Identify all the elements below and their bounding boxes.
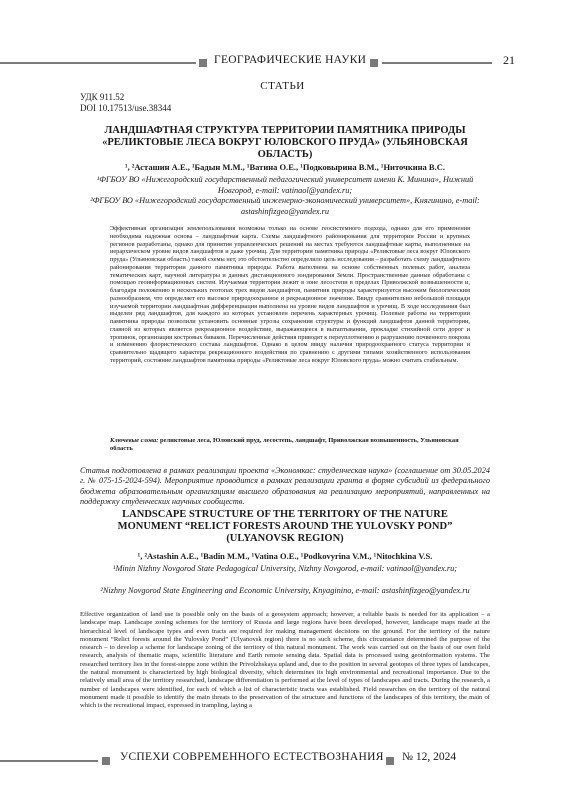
- section-title: СТАТЬИ: [260, 80, 305, 92]
- running-footer: [0, 751, 565, 768]
- footer-rule-left: [0, 760, 98, 762]
- udk-code: УДК 911.52: [80, 92, 125, 102]
- authors-en: ¹, ²Astashin A.E., ¹Badin M.M., ¹Vatina O.E., ¹Podkovyrina V.M., ¹Nitochkina V.S.: [137, 551, 433, 561]
- title-en: LANDSCAPE STRUCTURE OF THE TERRITORY OF THE NATURE MONUMENT “RELICT FORESTS AROUND THE YULOVSKY POND” (ULYANOVSK REGION): [117, 509, 453, 544]
- keywords-text: реликтовые леса, Юловский пруд, лесостепь, ландшафт, Приволжская возвышенность, Ульяновская область: [110, 437, 459, 452]
- keywords-ru: [110, 437, 470, 453]
- page-number: 21: [503, 53, 515, 67]
- abstract-en: Effective organization of land use is possible only on the basis of a geosystem approach; however, a reliable basis is needed for its application – a landscape map. Landscape zoning schemes for the territory of Russia and large regions have been developed, however, landscape maps made at the hierarchical level of landscape types and even tracts are required for making management decisions on the ground. For the territory of the nature monument “Relict forests around the Yulovsky Pond” (Ulyanovsk region) there is no such scheme, this circumstance determined the purpose of the research – to develop a scheme for landscape zoning of the territory of this natural monument. The work was carried out on the basis of our own field research, analysis of thematic maps, scientific literature and Earth remote sensing data. Spatial data is processed using geoinformation systems. The researched territory lies in the forest-steppe zone within the Privolzhskaya upland and, due to the position in several geotopes of three types of landscapes, the natural monument is characterized by high biological diversity, which determines its high environmental and recreational importance. Due to the relatively small area of the territory researched, landscape differentiation is performed at the level of types of landscapes and tracts. During the research, a number of landscapes were identified, for each of which a list of characteristic tracts was established. Field researches on the territory of the natural monument made it possible to identify the main threats to the preservation of the structure and functions of the landscapes of this territory, the main of which is the recreational impact, expressed in trampling, laying a: [80, 611, 490, 710]
- title-ru: ЛАНДШАФТНАЯ СТРУКТУРА ТЕРРИТОРИИ ПАМЯТНИКА ПРИРОДЫ «РЕЛИКТОВЫЕ ЛЕСА ВОКРУГ ЮЛОВСКОГО ПРУДА» (УЛЬЯНОВСКАЯ ОБЛАСТЬ): [102, 125, 468, 160]
- authors-ru: ¹, ²Асташин А.Е., ¹Бадын М.М., ¹Ватина О.Е., ¹Подковырина В.М., ¹Ниточкина В.С.: [125, 162, 445, 172]
- affiliation-ru-2: ²ФГБОУ ВО «Нижегородский государственный инженерно-экономический университет», Княгинино, e-mail: astashinfizgeo@yandex.ru: [90, 196, 480, 216]
- article-identifiers: [80, 92, 171, 114]
- journal-section: ГЕОГРАФИЧЕСКИЕ НАУКИ: [214, 54, 367, 66]
- header-rule-left: [0, 62, 196, 64]
- journal-name: УСПЕХИ СОВРЕМЕННОГО ЕСТЕСТВОЗНАНИЯ: [120, 751, 384, 763]
- abstract-ru: Эффективная организация землепользования возможна только на основе геосистемного подхода, однако для его применения необходима надежная основа – ландшафтная карта. Схемы ландшафтного районирования для территории России и крупных регионов разработаны, однако для принятия управленческих решений на местах требуются ландшафтные карты, выполненные на иерархическом уровне видов ландшафтов и даже урочищ. Для территории памятника природы «Реликтовые леса вокруг Юловского пруда» (Ульяновская область) такой схемы нет, это обстоятельство определило цель исследования – разработать схему ландшафтного районирования территории данного памятника природы. Работа выполнена на основе собственных полевых работ, анализа тематических карт, научной литературы и данных дистанционного зондирования Земли. Пространственные данные обработаны с помощью геоинформационных систем. Изучаемая территория лежит в зоне лесостепи в пределах Приволжской возвышенности и, благодаря положению в нескольких геотопах трех видов ландшафтов, памятник природы характеризуется высоким биологическим разнообразием, что определяет его высокое природоохранное и рекреационное значение. Ввиду сравнительно небольшой площади изучаемой территории ландшафтная дифференциация выполнена на уровне видов ландшафтов и урочищ. В ходе исследования был выделен ряд ландшафтов, для каждого из которых установлен перечень характерных урочищ. Полевые работы на территории памятника природы позволили установить основные угрозы сохранения структуры и функций ландшафтов данной территории, главной из которых является рекреационное воздействие, выражающееся в вытаптывании, прокладке стихийной сети дорог и тропинок, организации костровых биваков. Перечисленные действия приводят к переуплотнению и разрушению почвенного покрова и изменению флористического состава ландшафтов. Однако в целом ввиду наличия природоохранного статуса территории и сравнительно щадящего характера рекреационного воздействия по сравнению с другими типами хозяйственного использования территорий, состояние ландшафтов памятника природы «Реликтовые леса вокруг Юловского пруда» можно считать стабильным.: [110, 225, 470, 364]
- funding-note: Статья подготовлена в рамках реализации проекта «Экономкас: студенческая наука» (соглашение от 30.05.2024 г. № 075-15-2024-594). Мероприятие проводится в рамках реализации гранта в форме субсидий из федерального бюджета образовательным организациям высшего образования на реализацию мероприятий, направленных на поддержку студенческих научных сообществ.: [80, 466, 490, 506]
- affiliation-en-2: ²Nizhny Novgorod State Engineering and Economic University, Knyaginino, e-mail: astashinfizgeo@yandex.ru: [100, 586, 470, 595]
- doi: DOI 10.17513/use.38344: [80, 103, 172, 113]
- running-header: [0, 53, 565, 70]
- header-square-right: [370, 59, 378, 67]
- footer-square-left: [102, 757, 110, 765]
- header-square-left: [199, 59, 207, 67]
- header-rule-right: [382, 62, 492, 64]
- affiliation-en-1: ¹Minin Nizhny Novgorod State Pedagogical University, Nizhny Novgorod, e-mail: vatinaol@yandex.ru;: [112, 564, 458, 573]
- footer-square-right: [386, 757, 394, 765]
- issue-number: № 12, 2024: [402, 751, 457, 763]
- affiliation-ru-1: ¹ФГБОУ ВО «Нижегородский государственный педагогический университет имени К. Минина», Нижний Новгород, e-mail: vatinaol@yandex.ru;: [96, 175, 474, 195]
- keywords-label: Ключевые слова:: [110, 437, 159, 444]
